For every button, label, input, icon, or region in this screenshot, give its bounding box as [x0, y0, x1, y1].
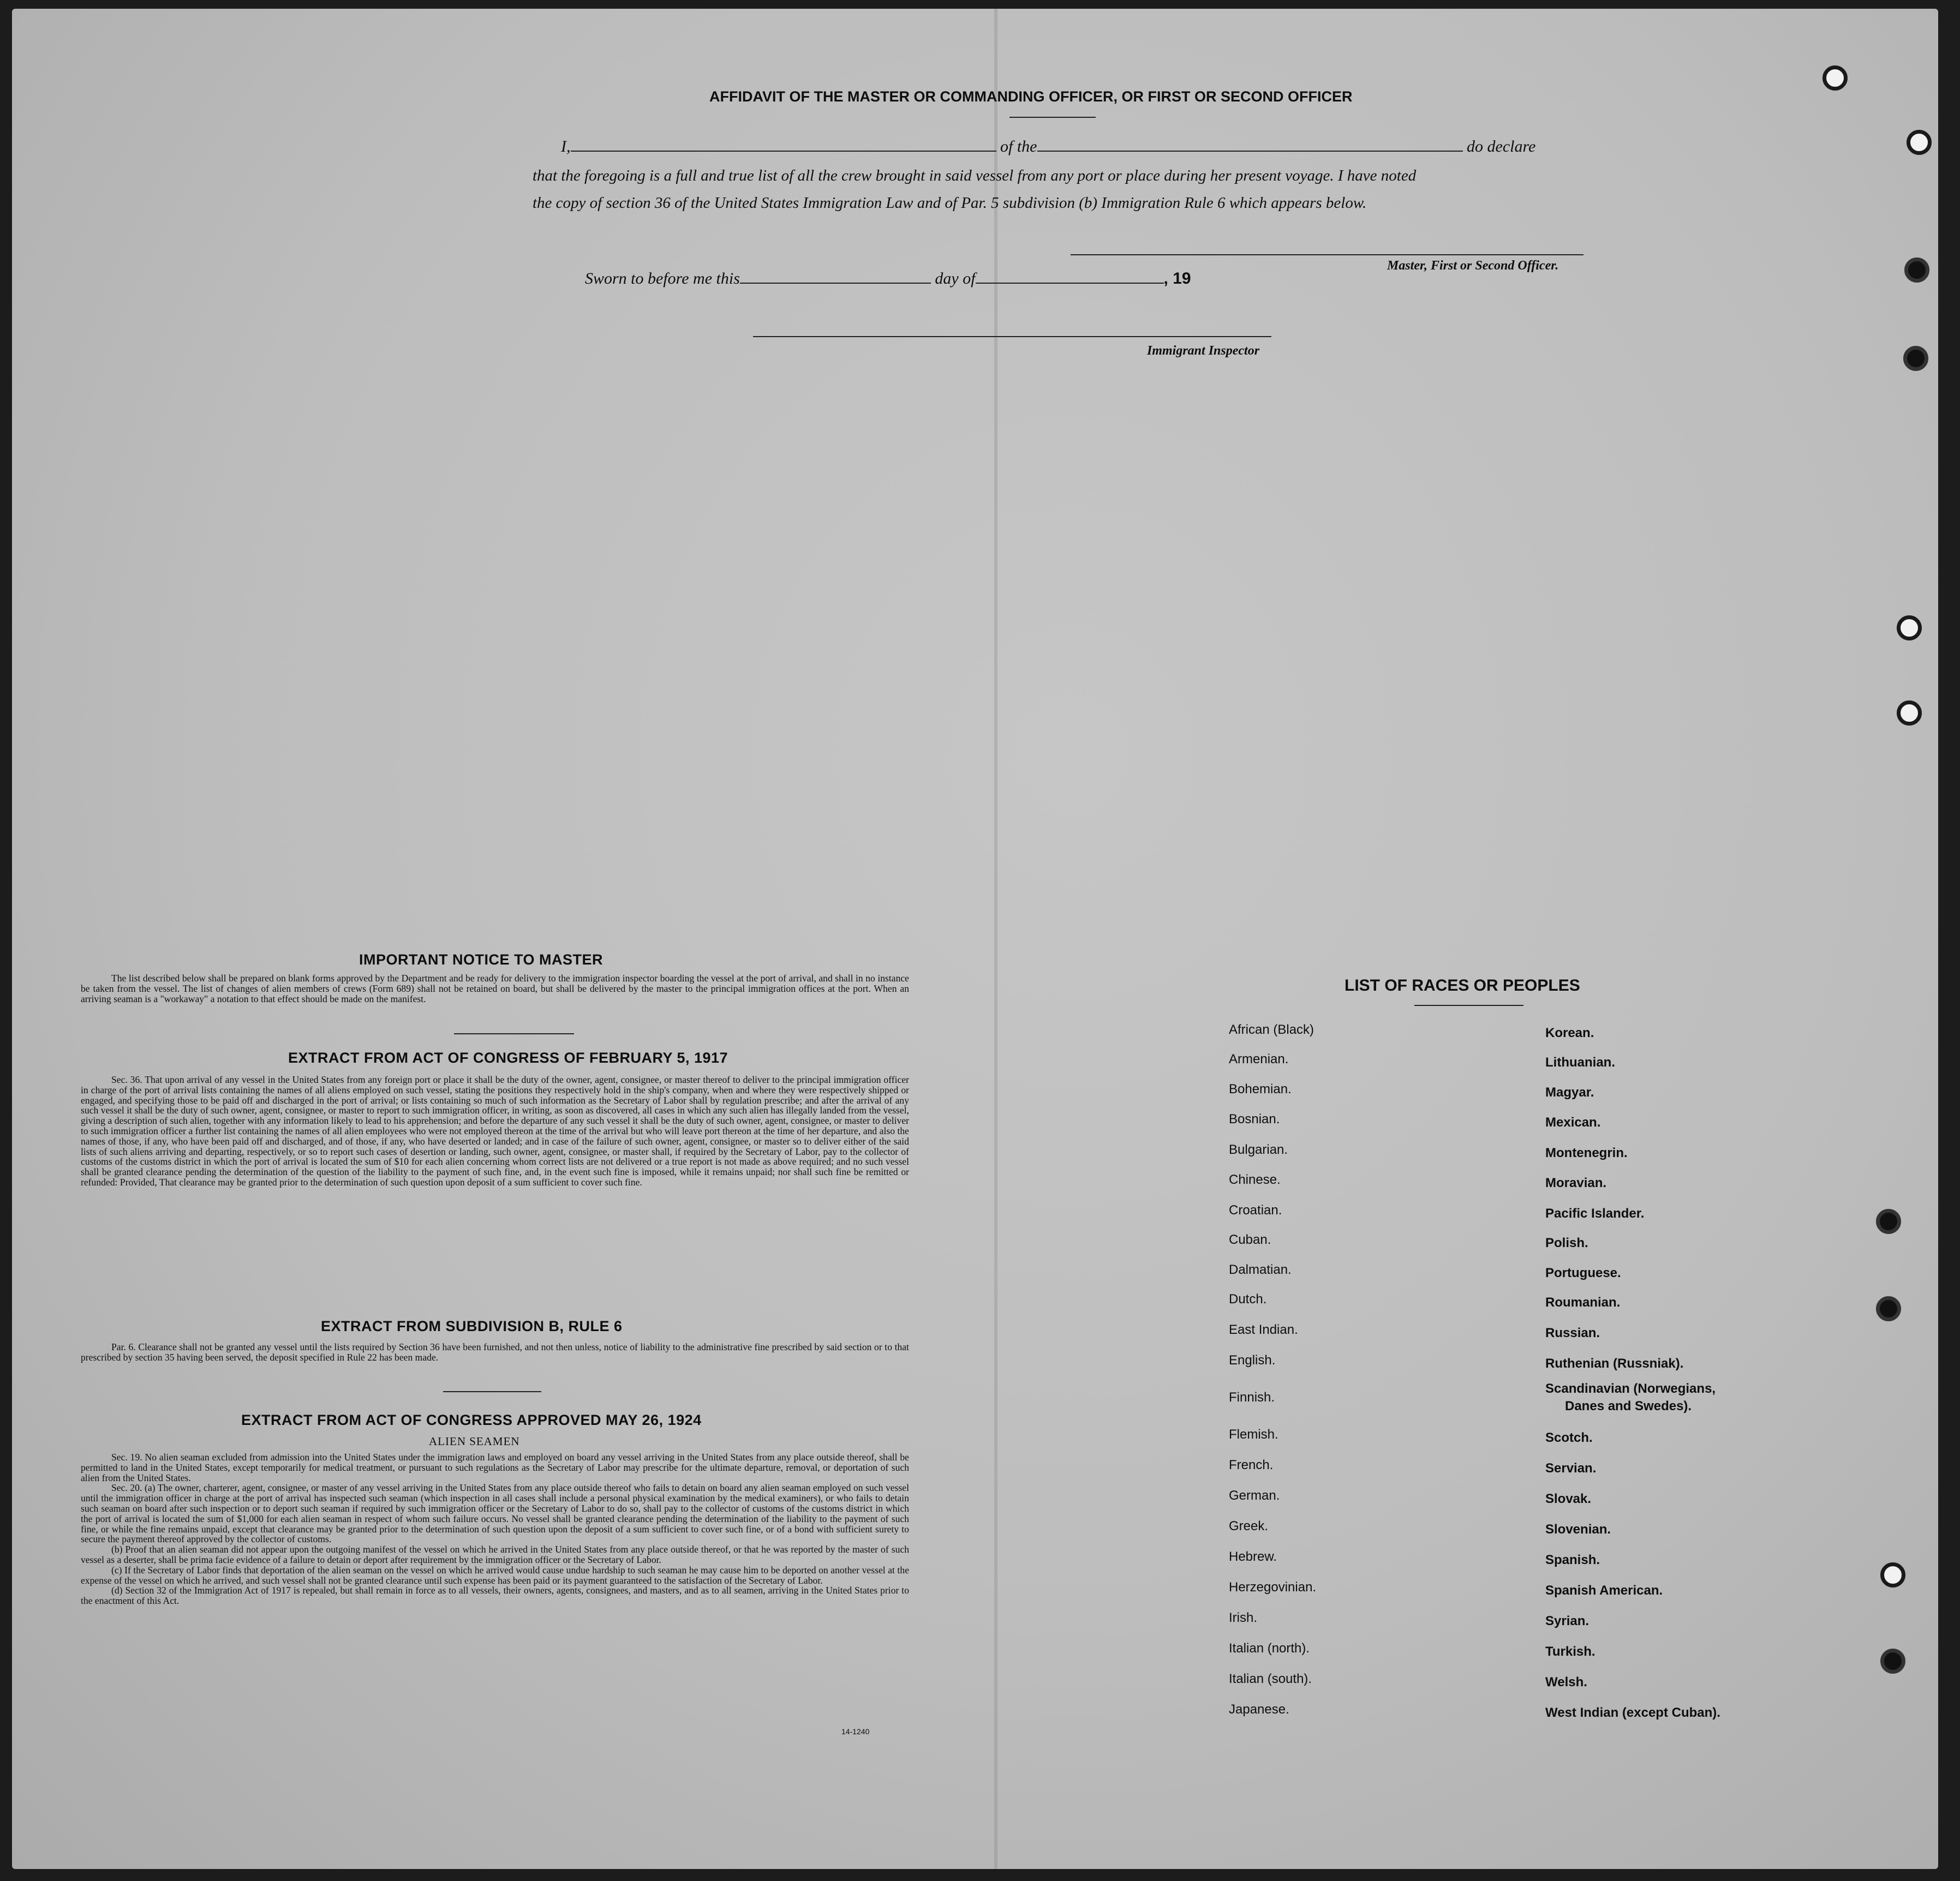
affidavit-line3: the copy of section 36 of the United States Immigration Law and of Par. 5 subdivision (b) Immigration Rule 6 which appears below.: [533, 194, 1367, 212]
section-rule: [443, 1391, 541, 1392]
punch-hole: [1880, 1649, 1905, 1674]
race-right: Montenegrin.: [1545, 1146, 1628, 1160]
race-right: Syrian.: [1545, 1614, 1589, 1628]
notice-title: IMPORTANT NOTICE TO MASTER: [359, 951, 603, 968]
race-right: Welsh.: [1545, 1675, 1587, 1690]
race-left: Italian (north).: [1229, 1641, 1310, 1656]
extract3-p5-body: (d) Section 32 of the Immigration Act of 1917 is repealed, but shall remain in force as to all vessels, their owners, agents, consignees, and masters, and as to all seamen, arriving in the United States prior to the enactment of this Act.: [81, 1585, 909, 1607]
race-left: English.: [1229, 1353, 1276, 1368]
race-right: Slovenian.: [1545, 1522, 1611, 1537]
name-blank[interactable]: [571, 151, 996, 152]
race-right: Magyar.: [1545, 1085, 1594, 1100]
race-left: Dalmatian.: [1229, 1262, 1292, 1277]
race-left: Bulgarian.: [1229, 1142, 1288, 1157]
form-number: 14-1240: [841, 1727, 870, 1736]
punch-hole: [1897, 700, 1922, 726]
race-left: Flemish.: [1229, 1427, 1278, 1442]
race-row: [1218, 1488, 1764, 1515]
race-left: Irish.: [1229, 1610, 1258, 1625]
race-right: Mexican.: [1545, 1115, 1601, 1130]
race-row: [1218, 1082, 1764, 1109]
race-row: [1218, 1519, 1764, 1546]
extract3-subtitle: ALIEN SEAMEN: [429, 1435, 520, 1448]
race-right: Moravian.: [1545, 1176, 1607, 1190]
race-right: Ruthenian (Russniak).: [1545, 1356, 1684, 1371]
race-row: [1218, 1672, 1764, 1699]
race-right: Spanish.: [1545, 1553, 1600, 1567]
extract2-block: [81, 1342, 909, 1363]
race-left: Greek.: [1229, 1519, 1269, 1533]
race-row: [1218, 1142, 1764, 1170]
punch-hole: [1876, 1209, 1901, 1234]
punch-hole: [1876, 1296, 1901, 1321]
notice-text: [81, 973, 909, 1004]
race-row: [1218, 1052, 1764, 1079]
race-right: Russian.: [1545, 1326, 1600, 1340]
race-left: African (Black): [1229, 1022, 1314, 1037]
extract1-title: EXTRACT FROM ACT OF CONGRESS OF FEBRUARY 5, 1917: [288, 1050, 728, 1066]
punch-hole: [1897, 615, 1922, 640]
race-left: Japanese.: [1229, 1702, 1289, 1717]
notice-text-body: The list described below shall be prepared on blank forms approved by the Department and be ready for delivery to the immigration inspector boarding the vessel at the port of arrival, and shall in no instance be taken from the vessel. The list of changes of alien members of crews (Form 689) shall not be retained on board, but shall be delivered by the master to the principal immigration offices at the port. When an arriving seaman is a "workaway" a notation to that effect should be made on the manifest.: [81, 973, 909, 1004]
race-right: Roumanian.: [1545, 1295, 1621, 1310]
sworn-label: Sworn to before me this: [585, 269, 740, 287]
master-caption: Master, First or Second Officer.: [1387, 259, 1559, 273]
race-row: [1218, 1203, 1764, 1230]
day-blank[interactable]: [740, 283, 931, 284]
affidavit-line2: that the foregoing is a full and true list of all the crew brought in said vessel from any port or place during her present voyage. I have noted: [533, 167, 1417, 184]
of-the-label: of the: [1000, 137, 1037, 155]
race-right: Spanish American.: [1545, 1583, 1663, 1598]
race-right: Slovak.: [1545, 1491, 1592, 1506]
race-row: [1218, 1232, 1764, 1260]
race-left: Bohemian.: [1229, 1082, 1292, 1097]
race-right: Korean.: [1545, 1026, 1594, 1040]
race-left: Finnish.: [1229, 1390, 1275, 1405]
race-left: Armenian.: [1229, 1052, 1289, 1067]
extract2-title: EXTRACT FROM SUBDIVISION B, RULE 6: [321, 1318, 623, 1334]
race-left: Bosnian.: [1229, 1112, 1280, 1127]
extract3-p3-body: (b) Proof that an alien seaman did not appear upon the outgoing manifest of the vessel on which he arrived in the United States from any place outside thereof, or that he was reported by the master of such vessel as a deserter, shall be prima facie evidence of a failure to detain or deport after requirement by the immigration officer or the Secretary of Labor.: [81, 1544, 909, 1565]
race-row: [1218, 1549, 1764, 1577]
extract3-p1: [81, 1452, 909, 1483]
punch-hole: [1907, 130, 1932, 155]
race-row: [1218, 1610, 1764, 1638]
race-row: [1218, 1580, 1764, 1607]
race-right: Portuguese.: [1545, 1266, 1621, 1280]
inspector-caption: Immigrant Inspector: [1147, 344, 1260, 358]
sworn-line: [585, 269, 1191, 288]
extract3-p2-body: Sec. 20. (a) The owner, charterer, agent, consignee, or master of any vessel arriving in the United States from any place outside thereof who fails to detain on board any alien seaman employed on such vessel until the immigration officer in charge at the port of arrival has inspected such seaman (which inspection in all cases shall include a personal physical examination by the medical examiners), or who fails to detain such seaman on board after such inspection or to deport such seaman if required by such immigration officer or the Secretary of Labor to do so, shall pay to the collector of customs of the customs district in which the port of arrival is located the sum of $1,000 for each alien seaman in respect of whom such failure occurs. No vessel shall be granted clearance pending the determination of the liability to the payment of such fine, or while the fine remains unpaid, except that clearance may be granted prior to the determination of such question upon the deposit of a sum sufficient to cover such fine, or of a bond with sufficient surety to secure the payment thereof approved by the collector of customs.: [81, 1482, 909, 1545]
affidavit-title: AFFIDAVIT OF THE MASTER OR COMMANDING OFFICER, OR FIRST OR SECOND OFFICER: [709, 88, 1353, 105]
race-left: East Indian.: [1229, 1322, 1298, 1337]
document-sheet: [12, 9, 1938, 1869]
extract3-p1-body: Sec. 19. No alien seaman excluded from admission into the United States under the immigration laws and employed on board any vessel arriving in the United States from any place outside thereof, shall be permitted to land in the United States, except temporarily for medical treatment, or pursuant to such regulations as the Secretary of Labor may prescribe for the ultimate departure, removal, or deportation of such alien from the United States.: [81, 1452, 909, 1483]
race-row: [1218, 1702, 1764, 1729]
notice-block: [81, 973, 909, 1004]
race-right: West Indian (except Cuban).: [1545, 1705, 1720, 1720]
extract3-p3: [81, 1544, 909, 1565]
extract3-p5: [81, 1585, 909, 1606]
race-right: Turkish.: [1545, 1644, 1596, 1659]
race-right-continued: Danes and Swedes).: [1565, 1399, 1692, 1413]
race-row: [1218, 1172, 1764, 1200]
race-left: German.: [1229, 1488, 1280, 1503]
race-left: French.: [1229, 1458, 1274, 1472]
title-rule: [1009, 117, 1096, 118]
race-row: [1218, 1353, 1764, 1380]
day-of-label: day of: [935, 269, 976, 287]
race-right: Servian.: [1545, 1461, 1597, 1476]
race-left: Chinese.: [1229, 1172, 1281, 1187]
race-left: Hebrew.: [1229, 1549, 1277, 1564]
extract3-title: EXTRACT FROM ACT OF CONGRESS APPROVED MAY 26, 1924: [241, 1412, 702, 1428]
punch-hole: [1822, 65, 1848, 91]
race-right: Scandinavian (Norwegians,: [1545, 1381, 1716, 1396]
do-declare-label: do declare: [1467, 137, 1536, 155]
races-title-rule: [1414, 1005, 1523, 1006]
race-left: Herzegovinian.: [1229, 1580, 1317, 1595]
races-title: LIST OF RACES OR PEOPLES: [1344, 977, 1580, 995]
extract3-p2: [81, 1483, 909, 1544]
month-blank[interactable]: [976, 283, 1164, 284]
extract1-text: [81, 1075, 909, 1188]
race-left: Cuban.: [1229, 1232, 1271, 1247]
race-row: [1218, 1262, 1764, 1290]
race-right: Scotch.: [1545, 1430, 1593, 1445]
race-row: [1218, 1458, 1764, 1485]
year-label: , 19: [1163, 269, 1191, 287]
vessel-blank[interactable]: [1037, 151, 1463, 152]
race-row: [1218, 1022, 1764, 1050]
extract2-text: [81, 1342, 909, 1363]
race-row: [1218, 1292, 1764, 1319]
affidavit-line1: [561, 137, 1603, 156]
section-rule: [454, 1033, 574, 1034]
race-left: Croatian.: [1229, 1203, 1282, 1218]
race-right: Lithuanian.: [1545, 1055, 1615, 1070]
master-signature-line[interactable]: [1071, 254, 1583, 255]
inspector-signature-line[interactable]: [753, 336, 1271, 337]
punch-hole: [1903, 346, 1928, 371]
race-row: [1218, 1322, 1764, 1350]
race-right: Polish.: [1545, 1236, 1588, 1250]
extract3-p4-body: (c) If the Secretary of Labor finds that deportation of the alien seaman on the vessel on which he arrived would cause undue hardship to such seaman he may cause him to be deported on another vessel at the expense of the vessel on which he arrived, and such vessel shall not be granted clearance until such expense has been paid or its payment guaranteed to the satisfaction of the Secretary of Labor.: [81, 1564, 909, 1586]
race-row: [1218, 1641, 1764, 1668]
extract2-text-body: Par. 6. Clearance shall not be granted any vessel until the lists required by Section 36 have been furnished, and not then unless, notice of liability to the administrative fine prescribed by said section or to that prescribed by section 35 having been served, the deposit specified in Rule 22 has been made.: [81, 1341, 909, 1363]
race-row: [1218, 1427, 1764, 1454]
race-left: Dutch.: [1229, 1292, 1267, 1307]
i-label: I,: [561, 137, 571, 155]
race-right: Pacific Islander.: [1545, 1206, 1645, 1221]
punch-hole: [1904, 257, 1929, 283]
punch-hole: [1880, 1562, 1905, 1588]
race-left: Italian (south).: [1229, 1672, 1312, 1686]
extract1-text-body: Sec. 36. That upon arrival of any vessel in the United States from any foreign port or place it shall be the duty of the owner, agent, consignee, or master thereof to deliver to the principal immigration officer in charge of the port of arrival lists containing the names of all aliens employed on such vessel, stating the positions they respectively hold in the ship's company, when and where they were respectively shipped or engaged, and specifying those to be paid off and discharged in the port of arrival; or lists containing so much of such information as the Secretary of Labor shall by regulation prescribe; and after the arrival of any such vessel it shall be the duty of such owner, agent, consignee, or master to report to such immigration officer, in writing, as soon as discovered, all cases in which any such alien has illegally landed from the vessel, giving a description of such alien, together with any information likely to lead to his apprehension; and before the departure of any such vessel it shall be the duty of such owner, agent, consignee, or master to deliver to such immigration officer a further list containing the names of all alien employees who were not employed thereon at the time of the arrival but who will leave port thereon at the time of her departure, and also the names of those, if any, who have been paid off and discharged, and of those, if any, who have deserted or landed; and in case of the failure of such owner, agent, consignee, or master so to deliver either of the said lists of such aliens arriving and departing, respectively, or so to report such cases of desertion or landing, such owner, agent, consignee, or master shall, if required by the Secretary of Labor, pay to the collector of customs of the customs district in which the port of arrival is located the sum of $10 for each alien concerning whom correct lists are not delivered or a true report is not made as above required; and no such vessel shall be granted clearance pending the determination of the question of the liability to the payment of such fine, and, in the event such fine is imposed, while it remains unpaid; nor shall such fine be remitted or refunded: Provided, That clearance may be granted prior to the determination of such question upon deposit of a sum sufficient to cover such fine.: [81, 1074, 909, 1188]
extract3-p4: [81, 1565, 909, 1586]
race-row: [1218, 1112, 1764, 1139]
extract1-block: [81, 1075, 909, 1188]
extract3-block: [81, 1452, 909, 1606]
